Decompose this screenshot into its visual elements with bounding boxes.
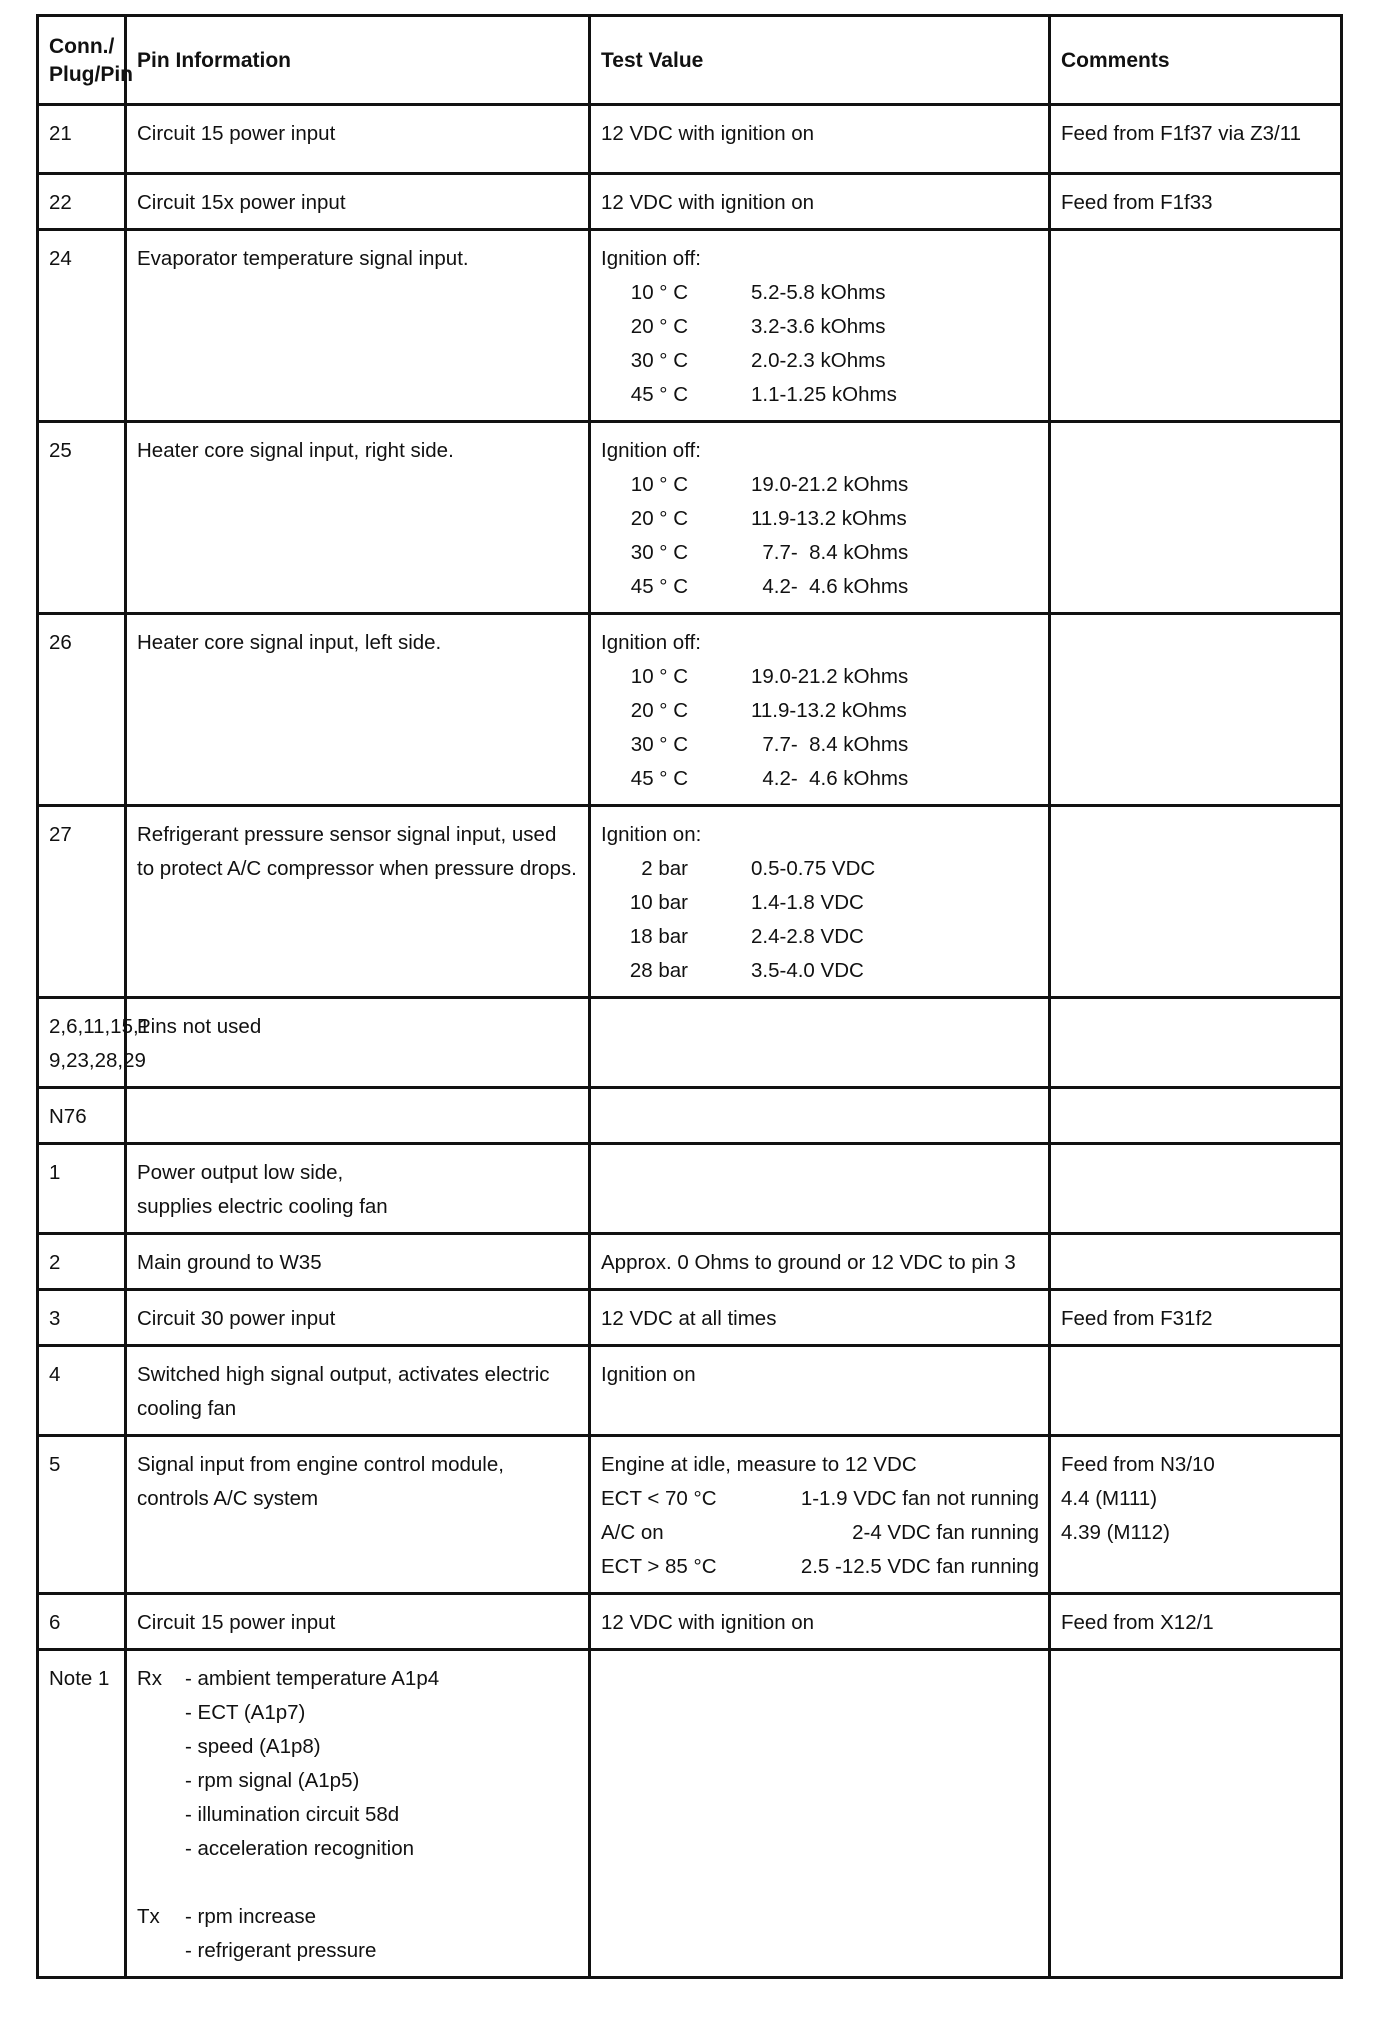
transmitted-signal-item: - refrigerant pressure — [185, 1939, 377, 1962]
pin-information-cell — [126, 1436, 590, 1594]
pin-label: 24 — [49, 247, 72, 270]
table-row — [38, 1290, 1342, 1346]
table-header-row — [38, 16, 1342, 105]
measurement-row — [601, 468, 1039, 502]
tx-row — [137, 1934, 579, 1968]
measurement-condition: 10 ° C — [630, 281, 688, 304]
pin-label: 21 — [49, 122, 72, 145]
measurement-condition: 20 ° C — [630, 507, 688, 530]
table-row — [38, 1594, 1342, 1650]
condition-value: 1-1.9 VDC fan not running — [800, 1487, 1039, 1510]
test-value-cell — [590, 230, 1050, 422]
test-value-text: 12 VDC with ignition on — [601, 191, 815, 214]
note-spacer — [137, 1866, 579, 1900]
measurement-value: 7.7- 8.4 kOhms — [751, 541, 909, 564]
header-pin-line: Plug/Pin — [49, 63, 133, 86]
comments-cell — [1050, 230, 1342, 422]
comments-cell — [1050, 105, 1342, 174]
test-value-heading: Ignition off: — [601, 247, 701, 270]
pin-label: N76 — [49, 1105, 87, 1128]
comments-text: Feed from N3/10 4.4 (M111) 4.39 (M112) — [1061, 1453, 1215, 1544]
rx-row — [137, 1730, 579, 1764]
measurement-value: 5.2-5.8 kOhms — [751, 281, 886, 304]
header-test-value: Test Value — [590, 16, 1050, 105]
pin-information-cell — [126, 1346, 590, 1436]
rx-tag — [137, 1764, 185, 1798]
measurement-value: 11.9-13.2 kOhms — [751, 699, 907, 722]
measurement-value: 1.4-1.8 VDC — [751, 891, 864, 914]
received-signal-item: - speed (A1p8) — [185, 1735, 321, 1758]
table-row — [38, 1144, 1342, 1234]
measurement-value: 4.2- 4.6 kOhms — [751, 767, 909, 790]
pin-cell — [38, 105, 126, 174]
note-pin-cell — [38, 1650, 126, 1978]
measurement-value: 3.5-4.0 VDC — [751, 959, 864, 982]
comments-cell — [1050, 422, 1342, 614]
tx-tag: Tx — [137, 1905, 160, 1928]
transmitted-signal-item: - rpm increase — [185, 1905, 317, 1928]
measurement-row — [601, 276, 1039, 310]
measurement-condition: 10 ° C — [630, 665, 688, 688]
measurement-row — [601, 954, 1039, 988]
received-signal-item: - illumination circuit 58d — [185, 1803, 400, 1826]
measurement-condition: 10 bar — [629, 891, 688, 914]
measurement-value: 1.1-1.25 kOhms — [751, 383, 897, 406]
pin-cell — [38, 998, 151, 1088]
table-row — [38, 614, 1342, 806]
measurement-condition: 2 bar — [641, 857, 688, 880]
measurement-condition: 18 bar — [629, 925, 688, 948]
pin-cell — [38, 174, 126, 230]
table-row — [38, 998, 1342, 1088]
pin-information-cell — [126, 1234, 590, 1290]
comments-text: Feed from F1f33 — [1061, 191, 1213, 214]
test-value-cell — [590, 998, 1050, 1088]
rx-row — [137, 1696, 579, 1730]
measurement-condition: 30 ° C — [630, 349, 688, 372]
pin-cell — [38, 422, 126, 614]
test-value-text: 12 VDC with ignition on — [601, 1611, 815, 1634]
note-details-cell — [126, 1650, 590, 1978]
pin-cell — [38, 1346, 126, 1436]
pin-cell — [38, 1594, 126, 1650]
pin-cell — [38, 230, 126, 422]
pin-label: 9,23,28,29 — [49, 1049, 146, 1072]
measurement-row — [601, 920, 1039, 954]
measurement-condition: 45 ° C — [630, 383, 688, 406]
comments-cell — [1050, 998, 1342, 1088]
test-value-text: 12 VDC at all times — [601, 1307, 777, 1330]
rx-tag: Rx — [137, 1667, 163, 1690]
pin-information-cell — [126, 422, 590, 614]
table-row — [38, 1234, 1342, 1290]
pin-information-text: Circuit 15x power input — [137, 191, 346, 214]
test-value-cell — [590, 1290, 1050, 1346]
rx-tag — [137, 1696, 185, 1730]
header-pin-line: Conn./ — [49, 35, 115, 58]
pin-label: 5 — [49, 1453, 61, 1476]
test-value-heading: Ignition on: — [601, 823, 702, 846]
pin-cell — [38, 1436, 126, 1594]
measurement-condition: 30 ° C — [630, 541, 688, 564]
pin-label: 1 — [49, 1161, 61, 1184]
comments-cell — [1050, 1234, 1342, 1290]
measurement-row — [601, 536, 1039, 570]
table-row — [38, 1436, 1342, 1594]
pin-information-cell — [126, 1144, 590, 1234]
pin-information-cell — [126, 1088, 590, 1144]
measurement-value: 19.0-21.2 kOhms — [751, 665, 909, 688]
measurement-condition: 45 ° C — [630, 575, 688, 598]
comments-cell — [1050, 1594, 1342, 1650]
pin-information-text: Heater core signal input, right side. — [137, 439, 454, 462]
pin-label: 22 — [49, 191, 72, 214]
pin-label: 2,6,11,15,1 — [49, 1015, 151, 1038]
pin-cell — [38, 1234, 126, 1290]
measurement-condition: 30 ° C — [630, 733, 688, 756]
measurement-value: 2.0-2.3 kOhms — [751, 349, 886, 372]
comments-cell — [1050, 174, 1342, 230]
received-signal-item: - rpm signal (A1p5) — [185, 1769, 360, 1792]
test-value-cell — [590, 105, 1050, 174]
measurement-row — [601, 502, 1039, 536]
condition-row — [601, 1516, 1039, 1550]
comments-text: Feed from F1f37 via Z3/11 — [1061, 122, 1302, 145]
condition-value: 2.5 -12.5 VDC fan running — [800, 1555, 1039, 1578]
note-comments-cell — [1050, 1650, 1342, 1978]
table-row — [38, 230, 1342, 422]
pin-information-cell — [126, 230, 590, 422]
pin-information-text: Circuit 30 power input — [137, 1307, 336, 1330]
note-label: Note 1 — [49, 1667, 110, 1690]
pin-information-text: Pins not used — [137, 1015, 262, 1038]
header-pin — [38, 16, 133, 105]
measurement-row — [601, 310, 1039, 344]
table-row — [38, 105, 1342, 174]
pin-label: 6 — [49, 1611, 61, 1634]
measurement-row — [601, 694, 1039, 728]
tx-row — [137, 1900, 579, 1934]
measurement-value: 11.9-13.2 kOhms — [751, 507, 907, 530]
test-value-cell — [590, 1436, 1050, 1594]
pin-label: 26 — [49, 631, 72, 654]
measurement-value: 2.4-2.8 VDC — [751, 925, 864, 948]
test-value-cell — [590, 614, 1050, 806]
test-value-heading: Ignition off: — [601, 631, 701, 654]
test-value-text: Ignition on — [601, 1363, 696, 1386]
condition-row — [601, 1482, 1039, 1516]
pin-information-text: Heater core signal input, left side. — [137, 631, 442, 654]
rx-tag — [137, 1798, 185, 1832]
table-row — [38, 174, 1342, 230]
measurement-row — [601, 886, 1039, 920]
comments-text: Feed from F31f2 — [1061, 1307, 1213, 1330]
pin-cell — [38, 614, 126, 806]
test-value-cell — [590, 806, 1050, 998]
measurement-value: 0.5-0.75 VDC — [751, 857, 876, 880]
test-value-cell — [590, 1088, 1050, 1144]
measurement-condition: 28 bar — [629, 959, 688, 982]
test-value-cell — [590, 174, 1050, 230]
test-value-heading: Engine at idle, measure to 12 VDC — [601, 1453, 917, 1476]
comments-text: Feed from X12/1 — [1061, 1611, 1214, 1634]
test-value-cell — [590, 1594, 1050, 1650]
table-row — [38, 806, 1342, 998]
condition-label: A/C on — [601, 1521, 664, 1544]
pin-cell — [38, 1088, 126, 1144]
pin-label: 3 — [49, 1307, 61, 1330]
header-pin-information: Pin Information — [126, 16, 590, 105]
test-value-text: 12 VDC with ignition on — [601, 122, 815, 145]
measurement-value: 4.2- 4.6 kOhms — [751, 575, 909, 598]
pin-label: 2 — [49, 1251, 61, 1274]
test-value-cell — [590, 1234, 1050, 1290]
received-signal-item: - acceleration recognition — [185, 1837, 415, 1860]
measurement-condition: 20 ° C — [630, 699, 688, 722]
pin-cell — [38, 806, 126, 998]
pin-information-text: Evaporator temperature signal input. — [137, 247, 469, 270]
test-value-text: Approx. 0 Ohms to ground or 12 VDC to pin 3 — [601, 1251, 1016, 1274]
pin-information-text: Power output low side, supplies electric cooling fan — [137, 1161, 388, 1218]
rx-row — [137, 1764, 579, 1798]
pin-information-text: Circuit 15 power input — [137, 1611, 336, 1634]
pin-information-text: Switched high signal output, activates electric cooling fan — [137, 1363, 550, 1420]
table-row — [38, 422, 1342, 614]
pin-information-table — [36, 14, 1343, 1979]
measurement-condition: 45 ° C — [630, 767, 688, 790]
measurement-row — [601, 762, 1039, 796]
pin-information-cell — [126, 806, 590, 998]
pin-label: 4 — [49, 1363, 61, 1386]
measurement-value: 7.7- 8.4 kOhms — [751, 733, 909, 756]
pin-information-text: Refrigerant pressure sensor signal input, used to protect A/C compressor when pressure drops. — [137, 823, 577, 880]
measurement-condition: 20 ° C — [630, 315, 688, 338]
pin-label: 27 — [49, 823, 72, 846]
pin-information-text: Signal input from engine control module, controls A/C system — [137, 1453, 504, 1510]
tx-tag — [137, 1934, 185, 1968]
measurement-value: 3.2-3.6 kOhms — [751, 315, 886, 338]
test-value-cell — [590, 422, 1050, 614]
comments-cell — [1050, 1144, 1342, 1234]
pin-information-cell — [126, 174, 590, 230]
measurement-row — [601, 344, 1039, 378]
condition-row — [601, 1550, 1039, 1584]
test-value-heading: Ignition off: — [601, 439, 701, 462]
test-value-cell — [590, 1346, 1050, 1436]
comments-cell — [1050, 1436, 1342, 1594]
pin-cell — [38, 1144, 126, 1234]
pin-information-cell — [126, 614, 590, 806]
rx-tag — [137, 1730, 185, 1764]
header-comments: Comments — [1050, 16, 1342, 105]
rx-row — [137, 1832, 579, 1866]
measurement-row — [601, 852, 1039, 886]
received-signal-item: - ambient temperature A1p4 — [185, 1667, 440, 1690]
comments-cell — [1050, 1346, 1342, 1436]
measurement-value: 19.0-21.2 kOhms — [751, 473, 909, 496]
test-value-cell — [590, 1144, 1050, 1234]
table-row — [38, 1346, 1342, 1436]
comments-cell — [1050, 614, 1342, 806]
note-test-value-cell — [590, 1650, 1050, 1978]
measurement-row — [601, 728, 1039, 762]
pin-information-text: Circuit 15 power input — [137, 122, 336, 145]
pin-information-cell — [126, 105, 590, 174]
pin-cell — [38, 1290, 126, 1346]
rx-row — [137, 1662, 579, 1696]
rx-row — [137, 1798, 579, 1832]
measurement-row — [601, 660, 1039, 694]
measurement-row — [601, 570, 1039, 604]
table-row — [38, 1088, 1342, 1144]
pin-information-text: Main ground to W35 — [137, 1251, 322, 1274]
comments-cell — [1050, 1088, 1342, 1144]
rx-tag — [137, 1832, 185, 1866]
comments-cell — [1050, 806, 1342, 998]
condition-label: ECT < 70 °C — [601, 1487, 717, 1510]
pin-information-cell — [126, 998, 590, 1088]
measurement-condition: 10 ° C — [630, 473, 688, 496]
received-signal-item: - ECT (A1p7) — [185, 1701, 306, 1724]
note-row — [38, 1650, 1342, 1978]
measurement-row — [601, 378, 1039, 412]
pin-information-cell — [126, 1594, 590, 1650]
comments-cell — [1050, 1290, 1342, 1346]
condition-label: ECT > 85 °C — [601, 1555, 717, 1578]
pin-table-sheet — [36, 14, 1343, 1979]
pin-information-cell — [126, 1290, 590, 1346]
pin-label: 25 — [49, 439, 72, 462]
condition-value: 2-4 VDC fan running — [852, 1521, 1039, 1544]
